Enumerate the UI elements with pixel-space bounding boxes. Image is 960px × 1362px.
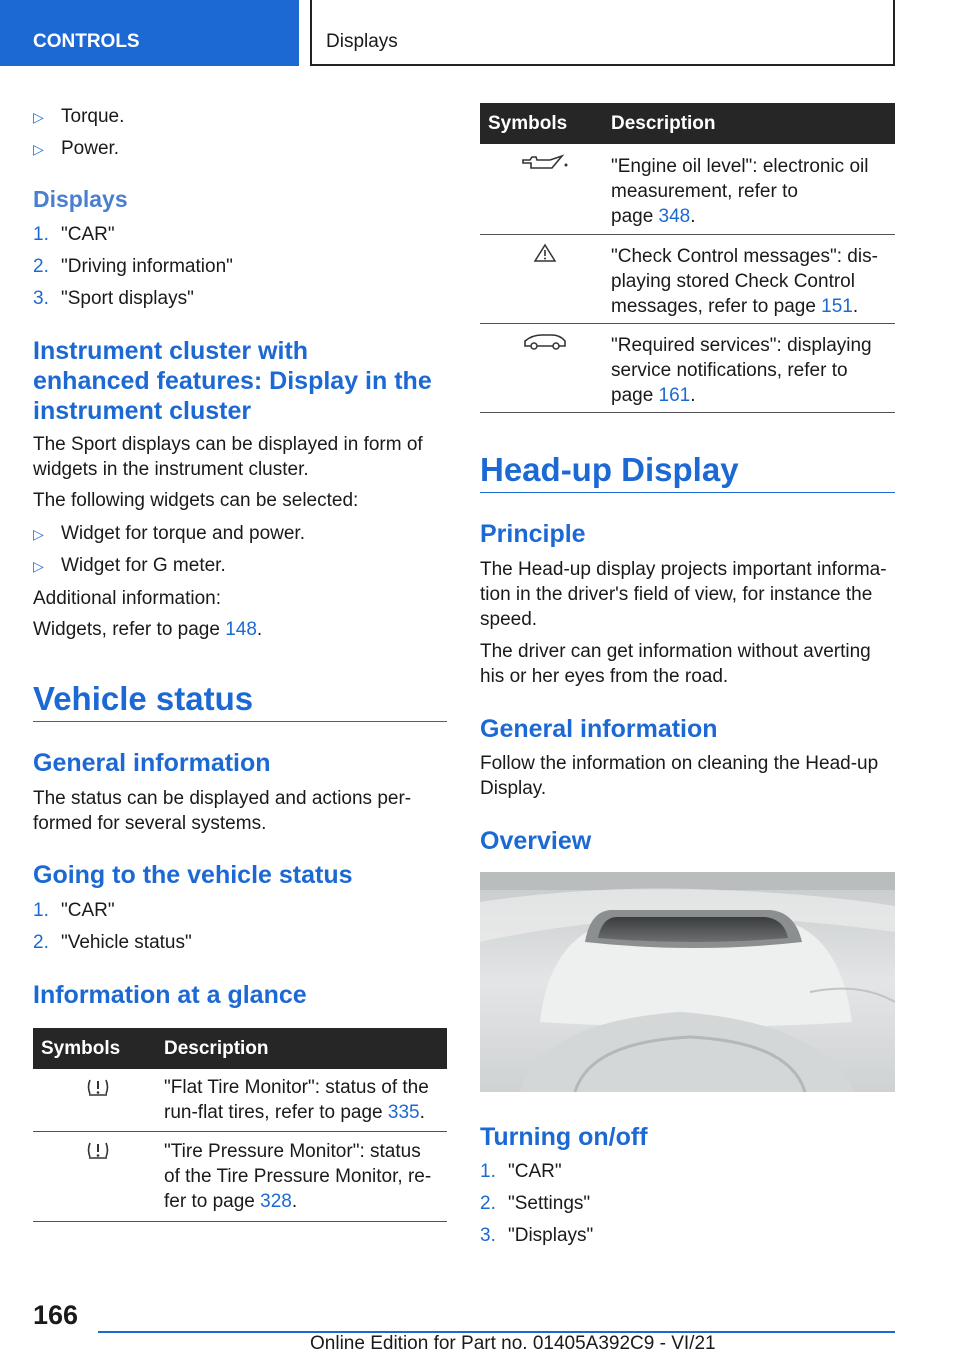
edition-note: Online Edition for Part no. 01405A392C9 - VI/21 bbox=[310, 1333, 716, 1354]
going-heading: Going to the vehicle status bbox=[33, 861, 353, 889]
list-item: 1. "CAR" bbox=[33, 224, 115, 245]
cluster-heading: Instrument cluster with enhanced features: Display in the instrument cluster bbox=[33, 337, 432, 425]
table-row: "Check Control messages": dis- playing stored Check Control messages, refer to page 151. bbox=[480, 235, 895, 324]
list-item: ▷ Widget for G meter. bbox=[33, 555, 226, 576]
list-item: 3. "Sport displays" bbox=[33, 288, 194, 309]
overview-heading: Overview bbox=[480, 827, 592, 855]
header-end-divider bbox=[893, 0, 895, 66]
symbols-table bbox=[480, 103, 895, 413]
general-info-heading: General information bbox=[33, 749, 271, 777]
paragraph: Follow the information on cleaning the Head-up Display. bbox=[480, 753, 879, 799]
list-item: ▷ Power. bbox=[33, 138, 120, 159]
page-header bbox=[0, 0, 960, 66]
general-heading: General information bbox=[480, 715, 718, 743]
triangle-bullet-icon: ▷ bbox=[33, 109, 44, 125]
warning-triangle-icon bbox=[480, 243, 610, 268]
displays-heading: Displays bbox=[33, 186, 128, 212]
list-item: 1. "CAR" bbox=[33, 900, 115, 921]
paragraph: The driver can get information without averting his or her eyes from the road. bbox=[480, 641, 871, 687]
title-rule bbox=[480, 492, 895, 493]
list-item: ▷ Torque. bbox=[33, 106, 125, 127]
title-rule bbox=[33, 721, 447, 722]
list-item: 1. "CAR" bbox=[480, 1161, 562, 1182]
table-row: "Engine oil level": electronic oil measurement, refer to page 348. bbox=[480, 144, 895, 235]
list-item: 2. "Driving information" bbox=[33, 256, 233, 277]
table-header: Symbols Description bbox=[480, 103, 895, 144]
hud-title: Head-up Display bbox=[480, 451, 739, 488]
page-link[interactable]: 161 bbox=[658, 385, 691, 406]
list-item: 3. "Displays" bbox=[480, 1225, 594, 1246]
tire-pressure-warning-icon bbox=[33, 1140, 163, 1165]
page-link[interactable]: 348 bbox=[658, 206, 691, 227]
oil-can-icon bbox=[480, 152, 610, 177]
paragraph: The Head-up display projects important informa- tion in the driver's field of view, for instance the speed. bbox=[480, 559, 887, 630]
status-table bbox=[33, 1028, 447, 1222]
turning-heading: Turning on/off bbox=[480, 1123, 648, 1151]
paragraph: The Sport displays can be displayed in form of widgets in the instrument cluster. bbox=[33, 434, 423, 480]
car-service-icon bbox=[480, 332, 610, 357]
paragraph: Widgets, refer to page 148. bbox=[33, 619, 263, 640]
principle-heading: Principle bbox=[480, 520, 586, 548]
paragraph: Additional information: bbox=[33, 588, 221, 609]
paragraph: The following widgets can be selected: bbox=[33, 490, 359, 511]
page-link[interactable]: 151 bbox=[821, 296, 853, 317]
flat-tire-warning-icon bbox=[33, 1077, 163, 1102]
table-row: "Flat Tire Monitor": status of the run-flat tires, refer to page 335. bbox=[33, 1069, 447, 1132]
page-link[interactable]: 328 bbox=[260, 1191, 292, 1212]
table-header: Symbols Description bbox=[33, 1028, 447, 1069]
table-row: "Tire Pressure Monitor": status of the Tire Pressure Monitor, re- fer to page 328. bbox=[33, 1132, 447, 1222]
list-item: 2. "Vehicle status" bbox=[33, 932, 192, 953]
header-divider bbox=[310, 0, 312, 66]
hud-overview-image bbox=[480, 872, 895, 1092]
triangle-bullet-icon: ▷ bbox=[33, 558, 44, 574]
chapter-title: Displays bbox=[326, 31, 398, 52]
paragraph: The status can be displayed and actions per- formed for several systems. bbox=[33, 788, 412, 834]
triangle-bullet-icon: ▷ bbox=[33, 141, 44, 157]
vehicle-status-title: Vehicle status bbox=[33, 680, 254, 717]
header-rule bbox=[310, 64, 895, 66]
glance-heading: Information at a glance bbox=[33, 981, 307, 1009]
list-item: 2. "Settings" bbox=[480, 1193, 591, 1214]
table-row: "Required services": displaying service notifications, refer to page 161. bbox=[480, 324, 895, 413]
triangle-bullet-icon: ▷ bbox=[33, 526, 44, 542]
list-item: ▷ Widget for torque and power. bbox=[33, 523, 305, 544]
page-number: 166 bbox=[33, 1300, 79, 1330]
page-link[interactable]: 148 bbox=[225, 619, 257, 640]
page-link[interactable]: 335 bbox=[387, 1102, 420, 1123]
section-tab: CONTROLS bbox=[0, 0, 299, 66]
